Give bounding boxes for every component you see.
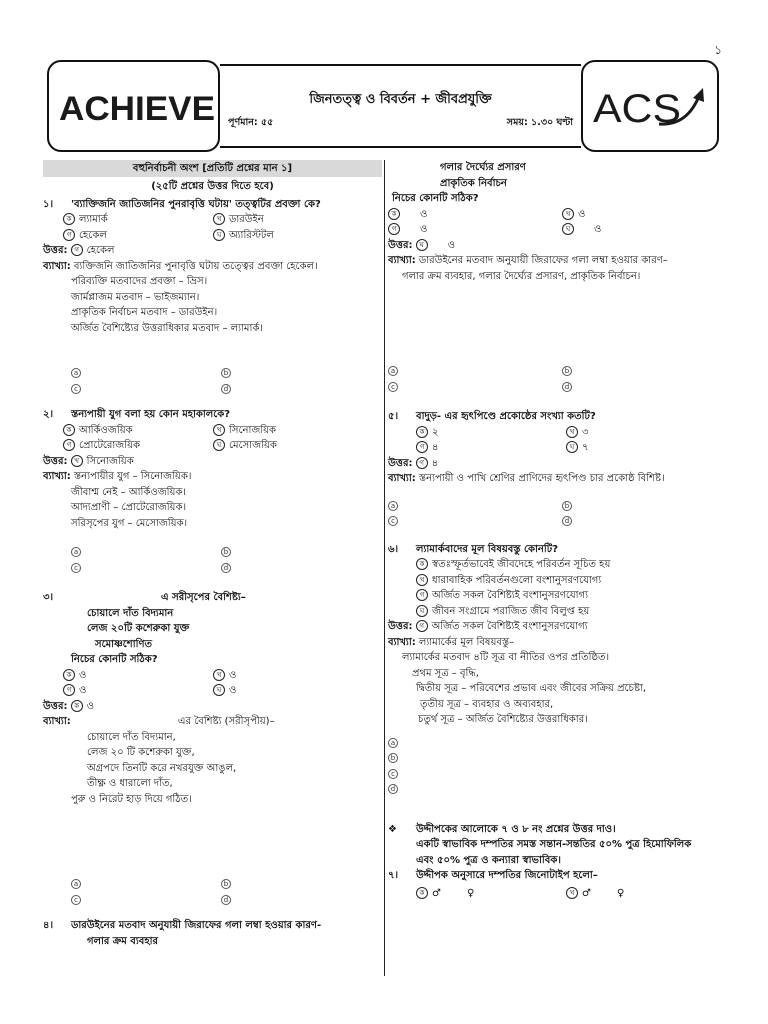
answer-line [43, 699, 382, 715]
question-text: ডারউইনের মতবাদ অনুযায়ী জিরাফের গলা লম্বা হওয়ার কারণ- [71, 920, 322, 931]
option-marker: খ [213, 213, 225, 225]
bubble-a[interactable]: a [388, 738, 398, 748]
options-row [388, 207, 724, 223]
option-text: ও [420, 208, 428, 220]
option-ka [416, 886, 566, 902]
option-ga [416, 588, 724, 604]
explanation-line: অর্জিত বৈশিষ্ট্যের উত্তরাধিকার মতবাদ – ল্যামার্ক। [71, 322, 263, 334]
option-text: ল্যামার্ক [79, 214, 108, 225]
section-banner: বহুনির্বাচনী অংশ [প্রতিটি প্রশ্নের মান ১] [43, 160, 382, 177]
option-gha [213, 683, 363, 699]
full-marks: পূর্ণমান: ৫৫ [228, 117, 274, 128]
option-ga [63, 683, 213, 699]
option-gha [562, 222, 712, 238]
stem-line: গলার ক্রম ব্যবহার [87, 935, 158, 947]
question-2 [43, 407, 382, 423]
option-marker: খ [416, 574, 428, 586]
bubble-c[interactable]: c [388, 516, 398, 526]
bubble-a[interactable]: a [71, 547, 81, 557]
option-text: ডারউইন [229, 214, 264, 225]
explanation-line: ডারউইনের মতবাদ অনুযায়ী জিরাফের গলা লম্বা হওয়ার কারণ– [418, 255, 668, 266]
option-ga [63, 438, 213, 454]
question-number: ৪। [43, 920, 54, 931]
bubble-a[interactable]: a [388, 366, 398, 376]
option-ga [63, 228, 213, 244]
option-text: ও [229, 685, 237, 696]
question-text: উদ্দীপক অনুসারে দম্পতির জিনোটাইপ হলো– [416, 870, 598, 881]
bubble-a[interactable]: a [71, 368, 81, 378]
explanation-title: ল্যামার্কের মূল বিষয়বস্তু– [418, 636, 515, 648]
option-marker: গ [416, 441, 428, 453]
option-text: স্বতঃস্ফূর্তভাবেই জীবদেহে পরিবর্তন সূচিত হয় [432, 559, 611, 570]
bubble-d[interactable]: d [221, 563, 231, 573]
bubble-d[interactable]: d [221, 384, 231, 394]
option-text: ও [229, 669, 237, 681]
answer-text: ও [447, 239, 456, 251]
options-row [43, 228, 382, 244]
explanation-line: পুরু ও নিরেট হাড় দিয়ে গঠিত। [71, 793, 192, 805]
section-instruction: (২৫টি প্রশ্নের উত্তর দিতে হবে) [151, 181, 274, 192]
option-gha [213, 228, 363, 244]
answer-line [43, 243, 382, 259]
explanation-label: ব্যাখ্যা: [388, 473, 416, 484]
stem-line: চোয়ালে দাঁত বিদ্যমান [87, 607, 174, 619]
option-marker: গ [63, 229, 75, 241]
explanation [43, 259, 382, 337]
options-row [43, 438, 382, 454]
explanation [43, 714, 382, 807]
option-marker: ক [63, 424, 75, 436]
options-row [388, 886, 724, 902]
stem-line: সমোষ্ণশোণিত [95, 638, 153, 650]
option-marker: খ [566, 887, 578, 899]
explanation-line: জার্মপ্লাজম মতবাদ – ভাইজম্যান। [71, 291, 200, 303]
answer-line [388, 619, 724, 635]
answer-line [388, 456, 724, 472]
option-text: প্রোটেরোজয়িক [79, 440, 141, 451]
explanation [388, 253, 724, 284]
explanation-line: তৃতীয় সূত্র – ব্যবহার ও অব্যবহার, [420, 698, 554, 710]
option-marker: খ [213, 669, 225, 681]
question-6 [388, 542, 724, 558]
bubble-c[interactable]: c [388, 769, 398, 779]
option-text: ও [420, 224, 428, 235]
option-kha [213, 423, 363, 439]
answer-text: সিনোজয়িক [86, 455, 134, 467]
answer-text: অর্জিত সকল বৈশিষ্ট্যই বংশানুসরণযোগ্য [431, 621, 588, 632]
answer-text: ও [86, 700, 95, 712]
bubble-a[interactable]: a [71, 879, 81, 889]
bubble-c[interactable]: c [388, 382, 398, 392]
explanation-line: প্রথম সূত্র – বৃদ্ধি, [412, 667, 479, 679]
stimulus-heading-text: উদ্দীপকের আলোকে ৭ ও ৮ নং প্রশ্নের উত্তর দাও। [416, 823, 616, 835]
option-marker: ঘ [213, 229, 225, 241]
explanation-label: ব্যাখ্যা: [43, 716, 71, 727]
option-text: ও [578, 208, 586, 220]
achieve-logo [57, 80, 217, 132]
option-ka [388, 207, 562, 223]
options-row [43, 683, 382, 699]
option-marker: ক [63, 669, 75, 681]
option-kha [213, 212, 363, 228]
option-marker: খ [566, 426, 578, 438]
option-gha [416, 604, 724, 620]
bubble-d[interactable]: d [562, 382, 572, 392]
explanation-line: জীবাশ্ম নেই – আর্কিওজয়িক। [71, 486, 186, 498]
explanation-line: ব্যক্তিজনি জাতিজনির পুনাবৃত্তি ঘটায় তত্ত্বের প্রবক্তা হেকেল। [73, 260, 318, 272]
answer-text: হেকেল [86, 245, 115, 256]
option-marker: খ [213, 424, 225, 436]
question-number: ৭। [388, 870, 399, 881]
option-gha [566, 440, 716, 456]
column-divider [384, 160, 385, 976]
explanation-line: স্তন্যপায়ী ও পাখি শ্রেণির প্রাণিদের হৃৎপিণ্ড চার প্রকোষ্ঠ বিশিষ্ট। [418, 473, 665, 484]
answer-marker: ক [71, 700, 83, 712]
option-text: সিনোজয়িক [229, 424, 277, 436]
answer-bubbles[interactable] [388, 499, 724, 530]
option-kha [562, 207, 712, 223]
option-text: অ্যারিস্টটল [229, 229, 274, 241]
question-text: বাদুড়- এর হৃৎপিণ্ডে প্রকোষ্ঠের সংখ্যা কতটি? [416, 411, 596, 422]
question-text: নিচের কোনটি সঠিক? [71, 654, 158, 665]
bubble-b[interactable]: b [388, 753, 398, 763]
question-5 [388, 409, 724, 425]
exam-header [47, 60, 719, 152]
explanation-label: ব্যাখ্যা: [43, 471, 71, 482]
option-kha [213, 668, 363, 684]
bubble-b[interactable]: b [221, 368, 231, 378]
stimulus-line: একটি স্বাভাবিক দম্পতির সমস্ত সন্তান-সন্ততির ৫০% পুত্র হিমোফিলিক [416, 839, 692, 850]
question-1 [43, 197, 382, 213]
question-4 [43, 918, 382, 934]
option-ka [63, 423, 213, 439]
options-row [43, 423, 382, 439]
answer-bubbles[interactable] [388, 364, 724, 395]
option-marker: ঘ [213, 439, 225, 451]
question-text: নিচের কোনটি সঠিক? [392, 193, 479, 204]
answer-label: উত্তর: [43, 455, 68, 467]
answer-label: উত্তর: [388, 621, 413, 632]
answer-bubbles[interactable] [388, 736, 724, 798]
answer-bubbles[interactable] [43, 545, 382, 576]
option-text: ও [79, 669, 87, 681]
answer-bubbles[interactable] [43, 366, 382, 397]
question-text: ল্যামার্কবাদের মূল বিষয়বস্তু কোনটি? [416, 543, 559, 555]
answer-bubbles[interactable] [43, 877, 382, 908]
question-number: ১। [43, 198, 54, 210]
options-row [43, 212, 382, 228]
male-symbol-icon: ♂ [582, 887, 591, 899]
option-text: অর্জিত সকল বৈশিষ্ট্যই বংশানুসরণযোগ্য [432, 590, 588, 601]
answer-marker: ঘ [416, 239, 428, 251]
svg-text:ACHIEVE: ACHIEVE [59, 90, 215, 128]
option-kha [566, 425, 716, 441]
stem-line: প্রাকৃতিক নির্বাচন [440, 177, 507, 189]
option-marker: ঘ [566, 441, 578, 453]
svg-text:ACS: ACS [593, 87, 681, 131]
option-marker: ঘ [562, 223, 574, 235]
explanation-line: ল্যামার্কের মতবাদ ৪টি সূত্র বা নীতির ওপর প্রতিষ্ঠিত। [402, 652, 610, 663]
female-symbol-icon: ♀ [616, 887, 625, 899]
exam-time: সময়: ১.৩০ ঘণ্টা [506, 117, 573, 128]
explanation-label: ব্যাখ্যা: [388, 636, 416, 648]
option-marker: গ [388, 223, 400, 235]
question-number: ৬। [388, 543, 399, 555]
bubble-b[interactable]: b [562, 366, 572, 376]
explanation-line: স্তন্যপায়ীর যুগ – সিনোজয়িক। [73, 471, 192, 482]
explanation [388, 635, 724, 728]
question-number: ২। [43, 409, 54, 420]
header-title-band [220, 64, 581, 148]
option-marker: গ [416, 589, 428, 601]
explanation-line: লেজ ২০ টি কশেরুকা যুক্ত, [87, 747, 195, 758]
stimulus-heading [388, 822, 724, 838]
option-text: ৪ [432, 442, 439, 453]
option-ka [416, 557, 724, 573]
explanation [388, 471, 724, 487]
answer-marker: গ [416, 620, 428, 632]
option-marker: ঘ [213, 684, 225, 696]
option-text: ও [79, 685, 87, 696]
option-ka [416, 425, 566, 441]
explanation [43, 469, 382, 531]
bubble-b[interactable]: b [562, 501, 572, 511]
options-row [388, 440, 724, 456]
bubble-a[interactable]: a [388, 501, 398, 511]
question-number: ৩। [43, 592, 54, 603]
explanation-line: পরিব্যক্তি মতবাদের প্রবক্তা – ভ্রিস। [71, 276, 208, 287]
answer-marker: গ [71, 244, 83, 256]
male-symbol-icon: ♂ [432, 887, 441, 899]
option-marker: ক [63, 213, 75, 225]
option-text: জীবন সংগ্রামে পরাজিত জীব বিলুপ্ত হয় [432, 605, 590, 617]
answer-label: উত্তর: [43, 700, 68, 712]
option-text: ধারাবাহিক পরিবর্তনগুলো বংশানুসরণযোগ্য [432, 574, 602, 586]
explanation-label: ব্যাখ্যা: [43, 260, 71, 272]
option-marker: ক [416, 426, 428, 438]
explanation-line: সরিসৃপের যুগ – মেসোজয়িক। [71, 517, 188, 529]
option-marker: ক [416, 558, 428, 570]
acs-logo [589, 76, 713, 136]
answer-line [388, 238, 724, 254]
achieve-logo-box [47, 60, 220, 152]
question-7 [388, 868, 724, 884]
option-text: ৩ [582, 426, 589, 438]
bubble-b[interactable]: b [221, 547, 231, 557]
explanation-line: অগ্রপদে তিনটি করে নখরযুক্ত আঙুল, [87, 762, 237, 774]
answer-marker: খ [71, 455, 83, 467]
question-text: 'ব্যাক্তিজনি জাতিজনির পুনরাবৃত্তি ঘটায়' তত্ত্বটির প্রবক্তা কে? [71, 198, 321, 210]
options-list [388, 557, 724, 619]
option-text: ২ [432, 426, 439, 438]
explanation-title: এর বৈশিষ্ট্য (সরীসৃপীয়)– [177, 716, 275, 727]
left-column [43, 160, 382, 949]
option-ga [388, 222, 562, 238]
option-text: হেকেল [79, 229, 107, 241]
stem-line: গলার দৈর্ঘ্যের প্রসারণ [440, 162, 526, 173]
option-text: আর্কিওজয়িক [79, 424, 133, 436]
bubble-c[interactable]: c [71, 563, 81, 573]
question-text: স্তন্যপায়ী যুগ বলা হয় কোন মহাকালকে? [71, 409, 231, 420]
explanation-label: ব্যাখ্যা: [388, 255, 416, 266]
option-marker: ক [388, 208, 400, 220]
bubble-d[interactable]: d [388, 784, 398, 794]
bubble-d[interactable]: d [562, 516, 572, 526]
acs-logo-box [581, 60, 719, 152]
answer-text: ৪ [431, 457, 439, 469]
stem-line: লেজ ২০টি কশেরুকা যুক্ত [87, 623, 190, 634]
bubble-c[interactable]: c [71, 895, 81, 905]
answer-label: উত্তর: [388, 457, 413, 469]
stimulus-line: এবং ৫০% পুত্র ও কন্যারা স্বাভাবিক। [416, 854, 561, 866]
option-marker: গ [63, 684, 75, 696]
explanation-line: তীক্ষ্ণ ও ধারালো দাঁত, [87, 778, 173, 789]
explanation-line: গলার ক্রম ব্যবহার, গলার দৈর্ঘ্যের প্রসারণ, প্রাকৃতিক নির্বাচন। [402, 270, 641, 282]
option-kha [416, 573, 724, 589]
answer-line [43, 454, 382, 470]
bubble-b[interactable]: b [221, 879, 231, 889]
answer-label: উত্তর: [43, 245, 68, 256]
option-ga [416, 440, 566, 456]
option-kha [566, 886, 716, 902]
question-3 [43, 590, 382, 606]
explanation-line: চতুর্থ সূত্র – অর্জিত বৈশিষ্ট্যের উত্তরাধিকার। [418, 714, 588, 725]
right-column [388, 160, 724, 901]
options-row [388, 425, 724, 441]
explanation-line: চোয়ালে দাঁত বিদ্যমান, [87, 731, 176, 743]
question-number: ৫। [388, 411, 399, 422]
answer-label: উত্তর: [388, 239, 413, 251]
bubble-d[interactable]: d [221, 895, 231, 905]
options-row [388, 222, 724, 238]
answer-marker: গ [416, 457, 428, 469]
female-symbol-icon: ♀ [466, 887, 475, 899]
option-marker: ঘ [416, 605, 428, 617]
subject-title: জিনতত্ত্ব ও বিবর্তন + জীবপ্রযুক্তি [309, 92, 492, 107]
page-number: ১ [714, 43, 722, 57]
bubble-c[interactable]: c [71, 384, 81, 394]
option-ka [63, 668, 213, 684]
explanation-line: আদ্যপ্রাণী – প্রোটেরোজয়িক। [71, 502, 187, 513]
option-gha [213, 438, 363, 454]
bullet-icon: ❖ [388, 823, 397, 835]
option-text: মেসোজয়িক [229, 440, 277, 451]
option-text: ৭ [582, 442, 589, 453]
explanation-line: দ্বিতীয় সূত্র – পরিবেশের প্রভাব এবং জীবের সক্রিয় প্রচেষ্টা, [416, 683, 647, 694]
option-marker: খ [562, 208, 574, 220]
stem-title: এ সরীসৃপের বৈশিষ্ট্য– [161, 592, 246, 603]
option-marker: গ [63, 439, 75, 451]
options-row [43, 668, 382, 684]
option-text: ও [594, 224, 602, 235]
option-ka [63, 212, 213, 228]
explanation-line: প্রাকৃতিক নির্বাচন মতবাদ – ডারউইন। [71, 307, 218, 318]
option-marker: ক [416, 887, 428, 899]
